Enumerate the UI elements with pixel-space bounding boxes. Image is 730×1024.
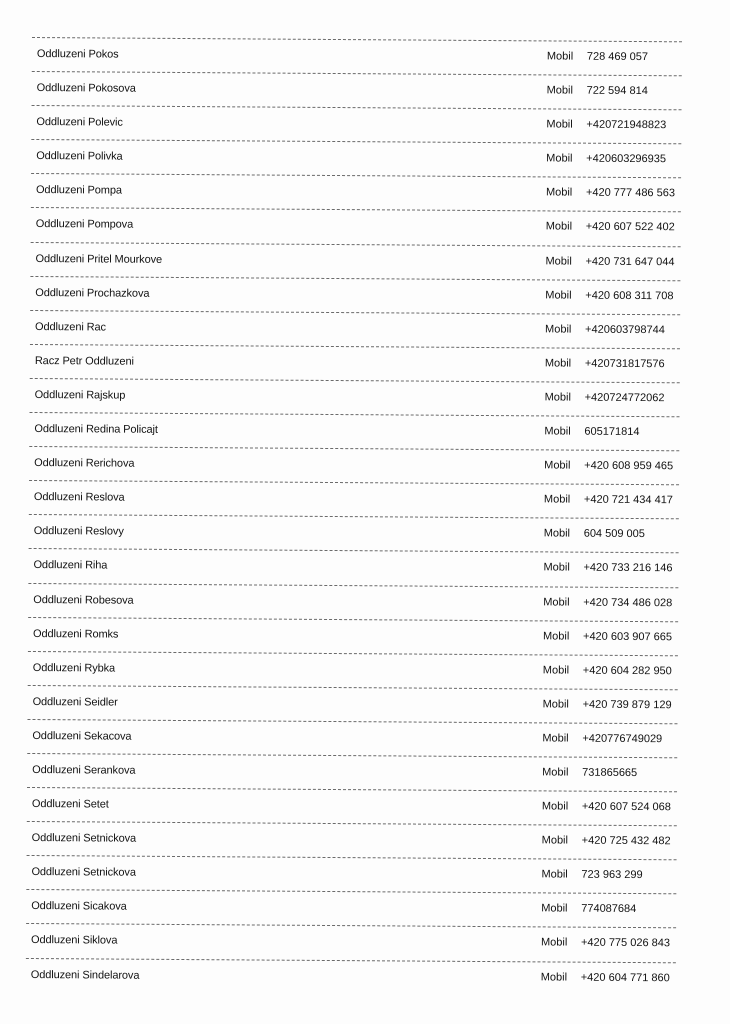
contact-name: Oddluzeni Rajskup bbox=[34, 388, 126, 402]
contact-name: Oddluzeni Reslovy bbox=[33, 525, 124, 538]
contact-name: Oddluzeni Romks bbox=[33, 627, 119, 641]
phone-number: 605171814 bbox=[584, 425, 640, 439]
phone-number: +420 607 522 402 bbox=[585, 221, 675, 234]
phone-number: +420 604 771 860 bbox=[580, 971, 670, 984]
contact-name: Oddluzeni Pokos bbox=[36, 48, 119, 61]
phone-number: 731865665 bbox=[582, 766, 638, 779]
contact-row bbox=[32, 71, 682, 109]
phone-number: +420 608 959 465 bbox=[584, 459, 674, 473]
phone-number: 728 469 057 bbox=[586, 50, 649, 64]
contact-name: Oddluzeni Setet bbox=[31, 798, 109, 811]
phone-type-label: Mobil bbox=[542, 732, 569, 745]
phone-type-label: Mobil bbox=[545, 186, 573, 199]
phone-type-label: Mobil bbox=[543, 561, 570, 574]
contact-name: Oddluzeni Rac bbox=[35, 320, 106, 334]
phone-number: +420 777 486 563 bbox=[585, 187, 676, 200]
contact-name: Oddluzeni Redina Policajt bbox=[34, 423, 158, 436]
contact-name: Oddluzeni Pokosova bbox=[36, 82, 136, 95]
phone-number: +420 604 282 950 bbox=[582, 664, 672, 677]
phone-type-label: Mobil bbox=[542, 698, 569, 711]
contact-row bbox=[26, 855, 676, 893]
phone-type-label: Mobil bbox=[540, 970, 568, 984]
contact-row bbox=[31, 139, 681, 177]
contact-name: Oddluzeni Sindelarova bbox=[30, 968, 140, 982]
phone-type-label: Mobil bbox=[545, 220, 573, 234]
contact-row bbox=[32, 37, 682, 75]
contact-name: Oddluzeni Pompa bbox=[35, 184, 122, 197]
phone-number: +420603798744 bbox=[585, 323, 665, 336]
phone-type-label: Mobil bbox=[542, 629, 570, 643]
contact-name: Oddluzeni Riha bbox=[33, 559, 108, 572]
phone-type-label: Mobil bbox=[541, 868, 568, 881]
phone-number: +420 734 486 028 bbox=[583, 596, 673, 609]
phone-type-label: Mobil bbox=[546, 50, 574, 63]
phone-number: +420724772062 bbox=[584, 391, 665, 405]
contact-name: Oddluzeni Sekacova bbox=[32, 729, 132, 743]
contact-row bbox=[28, 548, 678, 586]
contact-name: Oddluzeni Setnickova bbox=[31, 866, 136, 879]
phone-type-label: Mobil bbox=[540, 936, 568, 950]
phone-number: +420 731 647 044 bbox=[585, 255, 675, 268]
contact-row bbox=[26, 958, 676, 996]
phone-type-label: Mobil bbox=[541, 800, 569, 813]
contact-row bbox=[28, 582, 678, 620]
phone-number: +420 725 432 482 bbox=[581, 834, 671, 848]
phone-type-label: Mobil bbox=[545, 289, 572, 302]
contact-row bbox=[27, 821, 677, 859]
phone-type-label: Mobil bbox=[544, 357, 572, 370]
phone-number: 723 963 299 bbox=[581, 868, 643, 882]
phone-type-label: Mobil bbox=[543, 493, 571, 506]
contact-name: Oddluzeni Robesova bbox=[33, 593, 134, 607]
contact-row bbox=[28, 651, 678, 689]
phone-number: +420 775 026 843 bbox=[580, 937, 671, 950]
phone-type-label: Mobil bbox=[544, 391, 571, 404]
phone-type-label: Mobil bbox=[543, 527, 571, 540]
contact-name: Oddluzeni Prochazkova bbox=[35, 286, 150, 300]
contact-row bbox=[29, 514, 679, 552]
contact-name: Oddluzeni Pompova bbox=[35, 218, 134, 232]
contact-name: Oddluzeni Pritel Mourkove bbox=[35, 252, 163, 266]
phone-type-label: Mobil bbox=[542, 664, 570, 677]
contact-name: Oddluzeni Setnickova bbox=[31, 832, 137, 845]
phone-number: +420 603 907 665 bbox=[582, 630, 673, 643]
contact-name: Oddluzeni Reslova bbox=[33, 491, 125, 504]
phone-number: 774087684 bbox=[581, 903, 637, 916]
phone-number: 722 594 814 bbox=[586, 84, 648, 98]
contact-row bbox=[31, 207, 681, 245]
phone-number: +420 739 879 129 bbox=[582, 698, 672, 712]
contact-row bbox=[27, 753, 677, 791]
contact-row bbox=[27, 685, 677, 723]
contact-row bbox=[29, 412, 679, 450]
phone-type-label: Mobil bbox=[546, 118, 573, 131]
phone-number: +420603296935 bbox=[586, 152, 667, 166]
phone-type-label: Mobil bbox=[545, 323, 572, 336]
phone-number: +420 607 524 068 bbox=[581, 800, 671, 814]
phone-number: +420 733 216 146 bbox=[583, 562, 673, 575]
phone-type-label: Mobil bbox=[546, 152, 573, 165]
contact-name: Oddluzeni Siklova bbox=[30, 934, 118, 948]
contact-name: Oddluzeni Rerichova bbox=[34, 457, 135, 470]
contact-row bbox=[26, 889, 676, 927]
phone-number: +420776749029 bbox=[582, 732, 663, 746]
contact-row bbox=[27, 719, 677, 757]
phone-type-label: Mobil bbox=[541, 834, 569, 847]
contact-row bbox=[28, 617, 678, 655]
phone-type-label: Mobil bbox=[545, 254, 572, 268]
contact-row bbox=[29, 480, 679, 518]
contact-row bbox=[26, 923, 676, 961]
contact-row bbox=[30, 242, 680, 280]
phone-type-label: Mobil bbox=[544, 425, 571, 438]
phone-type-label: Mobil bbox=[546, 84, 573, 97]
contact-row bbox=[31, 173, 681, 211]
phone-number: +420 608 311 708 bbox=[585, 289, 674, 302]
contact-name: Oddluzeni Seidler bbox=[32, 695, 118, 709]
contact-row bbox=[30, 378, 680, 416]
contact-row bbox=[29, 446, 679, 484]
contact-name: Oddluzeni Sicakova bbox=[31, 900, 127, 913]
contact-row bbox=[30, 310, 680, 348]
contact-name: Oddluzeni Polevic bbox=[36, 116, 123, 129]
contact-row bbox=[30, 276, 680, 314]
contact-row bbox=[27, 787, 677, 825]
contact-row bbox=[30, 344, 680, 382]
contact-name: Racz Petr Oddluzeni bbox=[34, 354, 134, 368]
contact-name: Oddluzeni Rybka bbox=[32, 661, 116, 675]
phone-number: +420721948823 bbox=[586, 118, 667, 132]
contact-row bbox=[31, 105, 681, 143]
phone-type-label: Mobil bbox=[544, 459, 571, 472]
phone-type-label: Mobil bbox=[543, 595, 570, 609]
phone-number: 604 509 005 bbox=[583, 527, 645, 541]
contact-list bbox=[26, 37, 682, 996]
phone-number: +420731817576 bbox=[584, 357, 665, 371]
phone-type-label: Mobil bbox=[542, 766, 569, 779]
phone-number: +420 721 434 417 bbox=[583, 493, 673, 507]
phone-type-label: Mobil bbox=[541, 902, 568, 915]
contact-name: Oddluzeni Polivka bbox=[36, 150, 123, 163]
contact-name: Oddluzeni Serankova bbox=[32, 763, 136, 777]
